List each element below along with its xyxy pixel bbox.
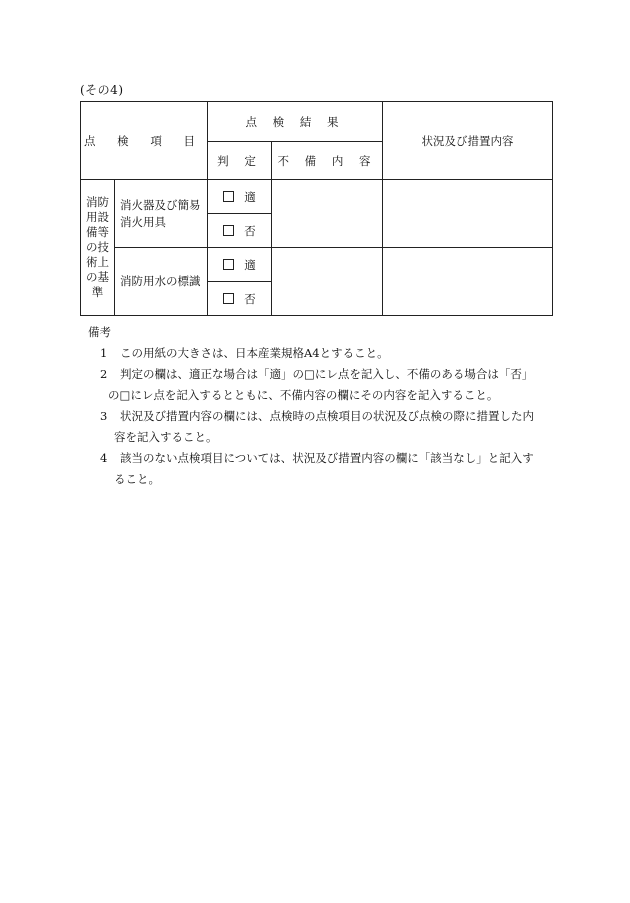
note-text [108, 406, 560, 448]
item-fire-water-sign [115, 248, 208, 316]
note-text [108, 448, 560, 490]
note-line: この用紙の大きさは、日本産業規格A4とすること。 [120, 346, 389, 360]
judgement-pass-cell[interactable] [208, 180, 272, 214]
note-text [108, 364, 560, 406]
option-label: 適 [244, 257, 256, 272]
note-number: 2 [100, 367, 108, 381]
option-label: 否 [244, 223, 256, 238]
note-item [80, 448, 560, 490]
category-line: の基 [86, 270, 109, 284]
note-line: 容を記入すること。 [114, 430, 218, 444]
header-status-measures: 状況及び措置内容 [383, 102, 553, 180]
judgement-fail-cell[interactable] [208, 214, 272, 248]
note-line: 状況及び措置内容の欄には、点検時の点検項目の状況及び点検の際に措置した内 [120, 409, 534, 423]
note-number: 3 [100, 409, 108, 423]
note-text [108, 343, 560, 364]
notes-section [80, 322, 560, 490]
checkbox-icon[interactable] [223, 293, 234, 304]
inspection-table [80, 101, 553, 316]
judgement-pass-cell[interactable] [208, 248, 272, 282]
category-line: 消防 [86, 195, 109, 209]
notes-title: 備考 [88, 325, 111, 339]
category-label [81, 180, 115, 316]
category-line: 用設 [86, 210, 109, 224]
note-line: 判定の欄は、適正な場合は「適」の□にレ点を記入し、不備のある場合は「否」 [120, 367, 534, 381]
header-inspection-results: 点 検 結 果 [208, 102, 383, 142]
checkbox-icon[interactable] [223, 259, 234, 270]
note-item [80, 406, 560, 448]
status-cell[interactable] [383, 248, 553, 316]
note-line: ること。 [114, 472, 160, 486]
option-label: 適 [244, 189, 256, 204]
category-line: 備等 [86, 225, 109, 239]
defects-cell[interactable] [272, 180, 383, 248]
category-line: 準 [91, 285, 104, 299]
note-item [80, 364, 560, 406]
header-inspection-items: 点 検 項 目 [81, 102, 208, 180]
defects-cell[interactable] [272, 248, 383, 316]
category-line: 術上 [86, 255, 109, 269]
category-line: の技 [86, 240, 109, 254]
status-cell[interactable] [383, 180, 553, 248]
item-line: 消防用水の標識 [120, 274, 201, 288]
header-defects: 不 備 内 容 [272, 142, 383, 180]
judgement-fail-cell[interactable] [208, 282, 272, 316]
note-line: 該当のない点検項目については、状況及び措置内容の欄に「該当なし」と記入す [120, 451, 534, 465]
checkbox-icon[interactable] [223, 191, 234, 202]
option-label: 否 [244, 291, 256, 306]
note-number: 4 [100, 451, 108, 465]
note-item [80, 343, 560, 364]
note-line: の□にレ点を記入するとともに、不備内容の欄にその内容を記入すること。 [108, 388, 499, 402]
page-label: (その4) [80, 83, 124, 97]
item-line: 消火用具 [120, 214, 166, 229]
header-judgement: 判 定 [208, 142, 272, 180]
checkbox-icon[interactable] [223, 225, 234, 236]
item-fire-extinguisher [115, 180, 208, 248]
note-number: 1 [100, 346, 108, 360]
item-line: 消火器及び簡易 [120, 197, 201, 212]
